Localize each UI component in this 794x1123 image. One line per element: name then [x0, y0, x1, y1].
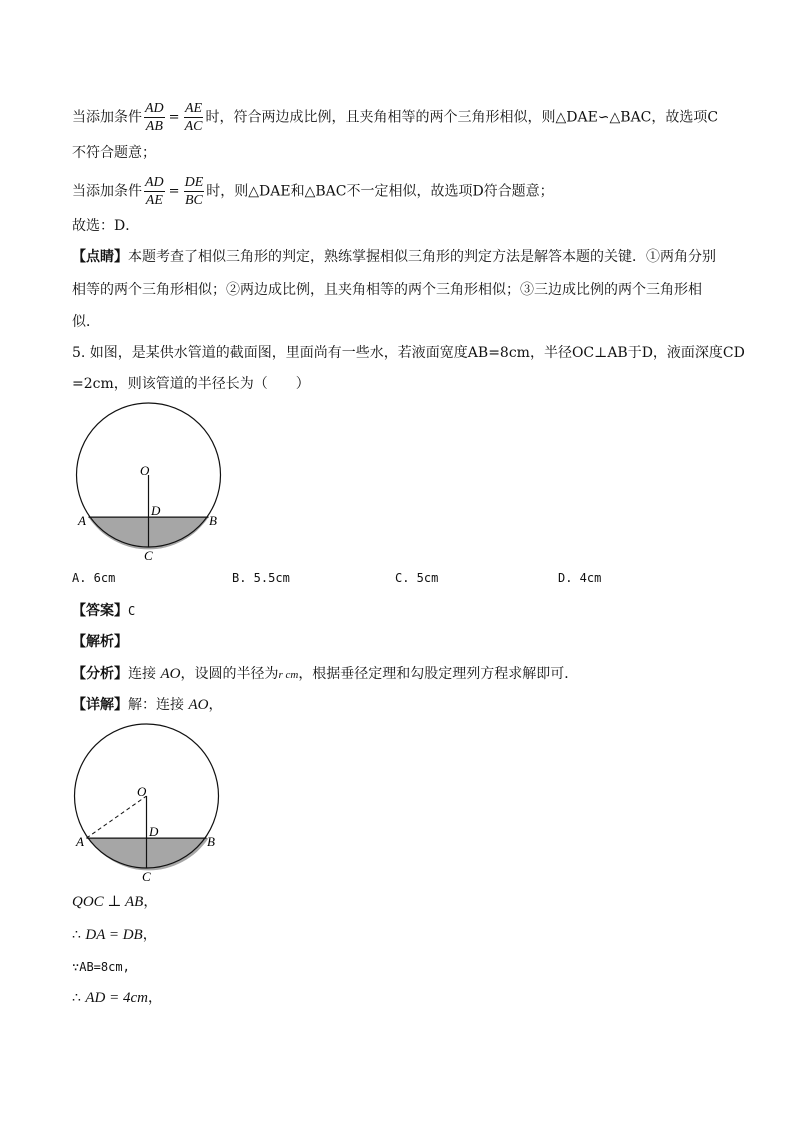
step-2 [72, 925, 157, 945]
answer-label: 【答案】 [72, 603, 128, 619]
analysis-label: 【分析】 [72, 666, 128, 682]
text: ， [208, 697, 223, 713]
dashed-line-ao [86, 796, 146, 838]
frac-den: AB [145, 119, 163, 134]
text-line: 不符合题意； [72, 145, 156, 161]
option-b: B. 5.5cm [232, 571, 290, 585]
step-3: ∵AB=8cm, [72, 960, 130, 974]
analysis-heading: 【解析】 [72, 634, 128, 650]
step-1 [72, 892, 157, 912]
analysis-line [72, 664, 578, 685]
therefore-symbol: ∴ [72, 927, 81, 943]
fraction-ad-ae [144, 174, 165, 209]
label-d: D [151, 503, 161, 518]
label-b: B [207, 834, 215, 849]
text: ，设圆的半径为 [180, 666, 279, 682]
option-a: A. 6cm [72, 571, 116, 585]
equals-sign: = [168, 109, 180, 125]
punct: ， [142, 927, 157, 943]
label-o: O [140, 463, 150, 478]
frac-num: AD [145, 175, 164, 190]
solution-figure [70, 722, 230, 890]
condition-line-d [72, 174, 554, 209]
detail-label: 【详解】 [72, 697, 128, 713]
fraction-de-bc [184, 174, 205, 209]
punct: ， [143, 894, 158, 910]
text-prefix: 当添加条件 [72, 183, 142, 200]
question-line-1: 5. 如图，是某供水管道的截面图，里面尚有一些水，若液面宽度AB=8cm，半径OC⊥AB于D，液面深度CD [72, 345, 745, 361]
text-suffix: 时，符合两边成比例，且夹角相等的两个三角形相似，则△DAE∽△BAC，故选项C [205, 109, 719, 126]
frac-den: BC [184, 193, 203, 208]
frac-num: DE [184, 175, 204, 190]
text: 解：连接 [128, 697, 184, 713]
label-c: C [142, 869, 151, 884]
math-ad-eq-4cm: AD = 4cm [85, 990, 148, 1006]
fraction-ad-ab [144, 100, 165, 135]
label-d: D [149, 824, 159, 839]
math-ao: AO [160, 666, 181, 682]
option-c: C. 5cm [395, 571, 439, 585]
punct: ， [147, 990, 162, 1006]
label-a: A [78, 513, 86, 528]
comment-label: 【点睛】 [72, 249, 128, 265]
comment-line-2: 相等的两个三角形相似；②两边成比例，且夹角相等的两个三角形相似；③三边成比例的两个三角形相 [72, 282, 702, 298]
math-r-cm: r cm [278, 669, 299, 681]
label-o: O [137, 784, 147, 799]
equals-sign: = [168, 183, 180, 199]
answer-value: C [128, 604, 136, 618]
frac-num: AE [184, 101, 203, 116]
question-line-2: =2cm，则该管道的半径长为（ ） [72, 376, 310, 392]
water-segment [88, 838, 208, 870]
frac-num: AD [145, 101, 164, 116]
text: ，根据垂径定理和勾股定理列方程求解即可． [298, 666, 579, 682]
label-b: B [209, 513, 217, 528]
math-oc-perp-ab: OC ⊥ AB [82, 894, 144, 910]
text-prefix: 当添加条件 [72, 109, 142, 126]
label-a: A [76, 834, 84, 849]
choice-line: 故选：D． [72, 218, 140, 234]
pipe-cross-section-figure [70, 400, 230, 568]
answer-options [72, 571, 712, 591]
math-da-eq-db: DA = DB [85, 927, 143, 943]
answer-line [72, 601, 135, 621]
text: 连接 [128, 666, 156, 682]
step-4 [72, 988, 162, 1008]
label-c: C [144, 548, 153, 563]
comment-line-3: 似． [72, 314, 100, 330]
math-ao: AO [188, 697, 209, 713]
detail-line [72, 695, 222, 715]
option-d: D. 4cm [558, 571, 602, 585]
fraction-ae-ac [184, 100, 204, 135]
condition-line-c [72, 100, 718, 135]
because-symbol: Q [72, 894, 83, 910]
frac-den: AE [145, 193, 163, 208]
comment-line-1 [72, 247, 716, 267]
therefore-symbol: ∴ [72, 990, 81, 1006]
comment-text: 本题考查了相似三角形的判定，熟练掌握相似三角形的判定方法是解答本题的关键．①两角分别 [128, 249, 716, 265]
frac-den: AC [184, 119, 203, 134]
text-suffix: 时，则△DAE和△BAC不一定相似，故选项D符合题意； [206, 183, 554, 200]
